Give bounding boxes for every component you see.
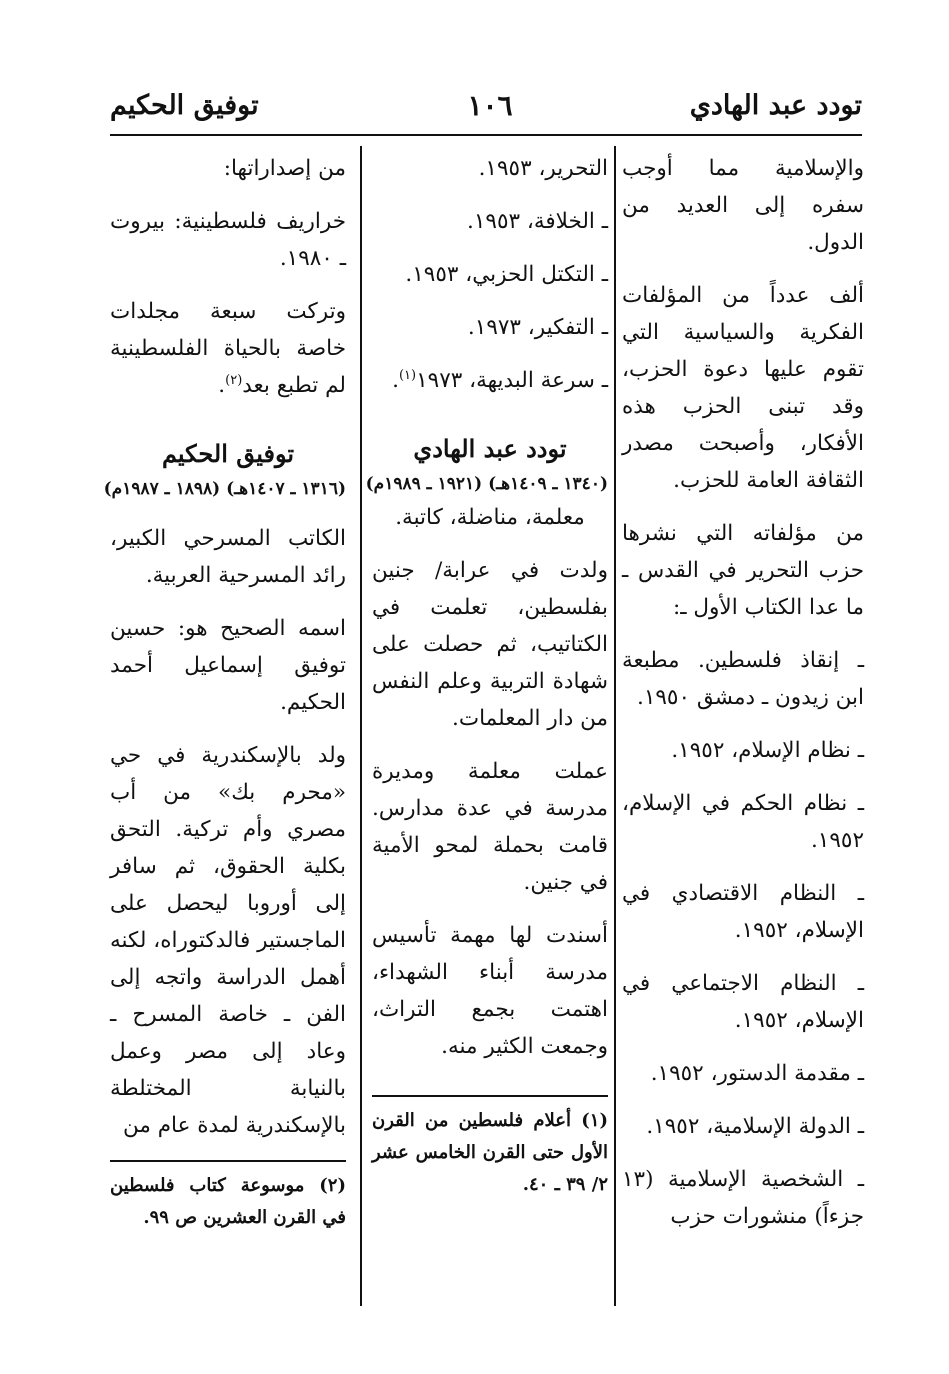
- paragraph: من مؤلفاته التي نشرها حزب التحرير في القدس ـ ما عدا الكتاب الأول ـ:: [622, 521, 864, 620]
- biography-name: توفيق الحكيم: [161, 439, 295, 468]
- list-item: ـ نظام الإسلام، ١٩٥٢.: [671, 738, 864, 763]
- list-item: التحرير، ١٩٥٣.: [478, 156, 608, 181]
- list-item: ـ نظام الحكم في الإسلام، ١٩٥٢.: [622, 791, 864, 853]
- list-item-text: ـ سرعة البديهة، ١٩٧٣: [416, 368, 608, 393]
- biography-dates: (١٣٤٠ ـ ١٤٠٩هـ) (١٩٢١ ـ ١٩٨٩م): [365, 474, 608, 494]
- paragraph: ألف عدداً من المؤلفات الفكرية والسياسية التي تقوم عليها دعوة الحزب، وقد تبنى الحزب هذه الأفكار، وأصبحت مصدر الثقافة العامة للحزب.: [622, 283, 864, 493]
- paragraph: ولد بالإسكندرية في حي «محرم بك» من أب مصري وأم تركية. التحق بكلية الحقوق، ثم سافر إلى أوروبا ليحصل على الماجستير فالدكتوراه، لكنه أهمل الدراسة واتجه إلى الفن ـ خاصة المسرح ـ وعاد إلى مصر وعمل بالنيابة المختلطة بالإسكندرية لمدة عام من: [110, 743, 346, 1138]
- footnote-marker: (١): [398, 367, 417, 383]
- paragraph: اسمه الصحيح هو: حسين توفيق إسماعيل أحمد الحكيم.: [110, 616, 346, 715]
- header-left-title: توفيق الحكيم: [110, 90, 259, 121]
- footnote-marker: (٢): [225, 372, 243, 388]
- period: .: [218, 373, 226, 398]
- header-right-title: تودد عبد الهادي: [689, 90, 862, 121]
- list-item: ـ التكتل الحزبي، ١٩٥٣.: [405, 262, 608, 287]
- list-item: ـ التفكير، ١٩٧٣.: [467, 315, 608, 340]
- paragraph: عملت معلمة ومديرة مدرسة في عدة مدارس. قامت بحملة لمحو الأمية في جنين.: [372, 759, 608, 895]
- paragraph: خراريف فلسطينية: بيروت ـ ١٩٨٠.: [110, 209, 346, 271]
- list-item: ـ مقدمة الدستور، ١٩٥٢.: [650, 1061, 864, 1086]
- column-middle: [365, 150, 608, 1310]
- list-item: ـ إنقاذ فلسطين. مطبعة ابن زيدون ـ دمشق ١٩٥٠.: [622, 648, 864, 710]
- footnote: (٢) موسوعة كتاب فلسطين في القرن العشرين ص ٩٩.: [110, 1175, 346, 1228]
- biography-roles: معلمة، مناضلة، كاتبة.: [395, 505, 585, 530]
- column-divider-right: [614, 146, 616, 1306]
- period: .: [392, 368, 399, 393]
- list-item: [372, 362, 608, 399]
- column-left: [103, 150, 346, 1310]
- biography-dates: (١٣١٦ ـ ١٤٠٧هـ) (١٨٩٨ ـ ١٩٨٧م): [103, 479, 346, 499]
- list-item: ـ النظام الاقتصادي في الإسلام، ١٩٥٢.: [622, 881, 864, 943]
- header-rule: [110, 134, 862, 136]
- paragraph: والإسلامية مما أوجب سفره إلى العديد من الدول.: [622, 156, 864, 255]
- biography-name: تودد عبد الهادي: [413, 434, 567, 463]
- list-item: ـ الخلافة، ١٩٥٣.: [467, 209, 608, 234]
- paragraph: الكاتب المسرحي الكبير، رائد المسرحية العربية.: [110, 526, 346, 588]
- paragraph-text: وتركت سبعة مجلدات خاصة بالحياة الفلسطينية لم تطبع بعد: [110, 299, 346, 398]
- paragraph: ولدت في عرابة/ جنين بفلسطين، تعلمت في الكتاتيب، ثم حصلت على شهادة التربية وعلم النفس من دار المعلمات.: [372, 558, 608, 731]
- list-item: ـ النظام الاجتماعي في الإسلام، ١٩٥٢.: [622, 971, 864, 1033]
- paragraph: [110, 293, 346, 404]
- column-divider-left: [360, 146, 362, 1306]
- list-item: ـ الدولة الإسلامية، ١٩٥٢.: [646, 1114, 864, 1139]
- footnote: (١) أعلام فلسطين من القرن الأول حتى القرن الخامس عشر ٢/ ٣٩ ـ ٤٠.: [372, 1110, 608, 1195]
- paragraph: من إصداراتها:: [223, 156, 346, 181]
- paragraph: أسندت لها مهمة تأسيس مدرسة أبناء الشهداء، اهتمت بجمع التراث، وجمعت الكثير منه.: [372, 923, 608, 1059]
- page-number: ١٠٦: [467, 89, 513, 122]
- list-item: ـ الشخصية الإسلامية (١٣ جزءاً) منشورات حزب: [622, 1167, 864, 1229]
- page-header: [110, 88, 862, 128]
- column-right: [622, 150, 864, 1310]
